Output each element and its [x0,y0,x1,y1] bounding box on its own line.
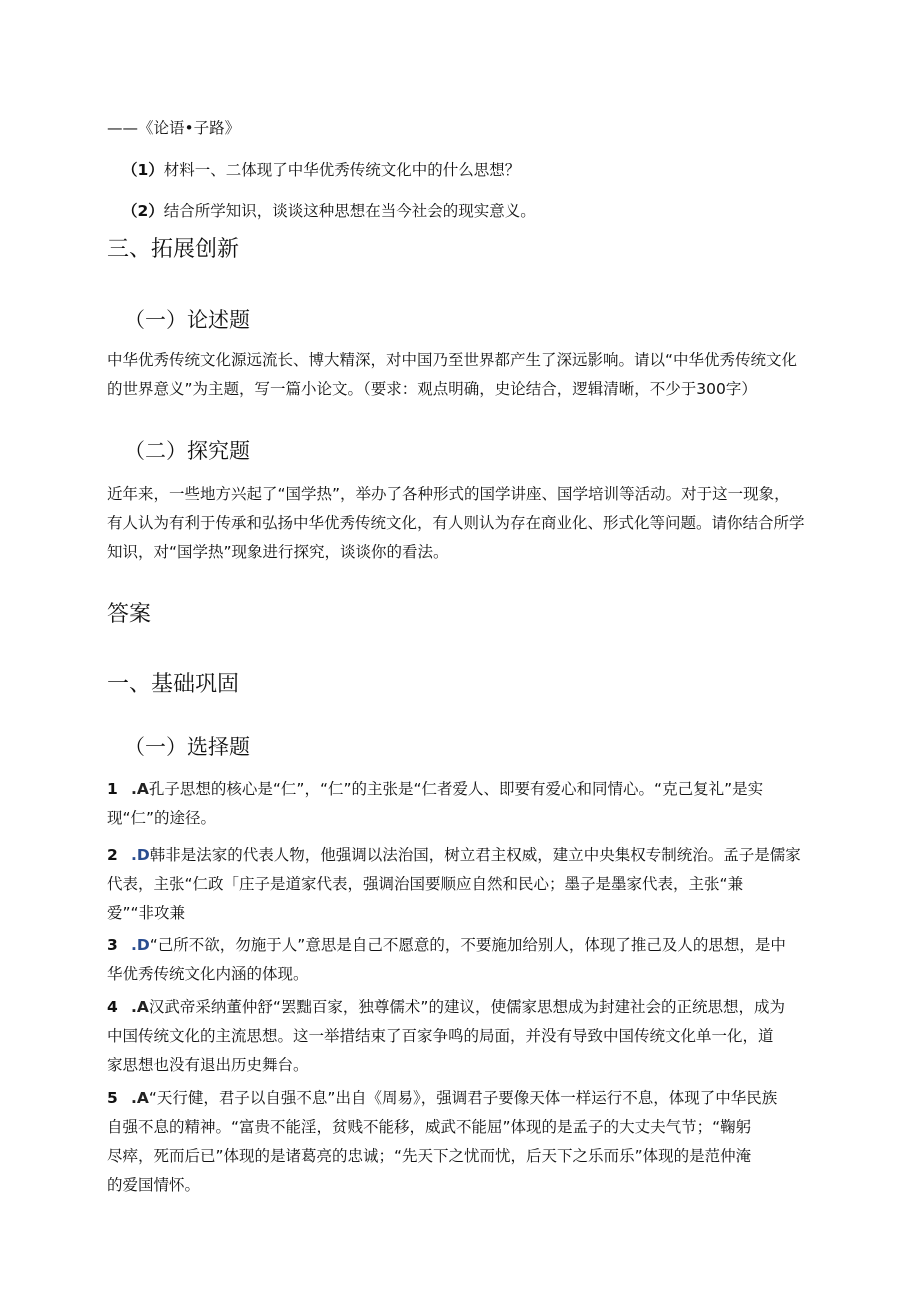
answer-item-1 [107,779,763,799]
inquiry-line: 知识，对“国学热”现象进行探究，谈谈你的看法。 [107,543,449,561]
answer-text: “己所不欲，勿施于人”意思是自己不愿意的，不要施加给别人，体现了推己及人的思想，是中 [149,936,786,954]
answer-item-2 [107,845,801,865]
answer-letter: .A [131,780,149,798]
answer-text: 家思想也没有退出历史舞台。 [107,1056,309,1074]
essay-line: 中华优秀传统文化源远流长、博大精深，对中国乃至世界都产生了深远影响。请以“中华优秀传统文化 [107,351,798,369]
choice-heading: （一）选择题 [124,735,250,759]
question-1 [122,160,520,180]
answer-letter: .A [131,998,149,1016]
answer-letter: .D [131,936,150,954]
source-citation: ——《论语•子路》 [107,119,241,137]
section-title-basic: 一、基础巩固 [107,672,240,697]
answer-text: 自强不息的精神。“富贵不能淫，贫贱不能移，威武不能屈”体现的是孟子的大丈夫气节；“鞠躬 [107,1118,752,1136]
answer-number: 4 [107,998,118,1016]
question-text: 结合所学知识，谈谈这种思想在当今社会的现实意义。 [163,202,536,220]
essay-line: 的世界意义”为主题，写一篇小论文。（要求：观点明确，史论结合，逻辑清晰，不少于300字） [107,380,757,398]
answer-text: 韩非是法家的代表人物，他强调以法治国，树立君主权威，建立中央集权专制统治。孟子是儒家 [149,846,801,864]
answer-number: 3 [107,936,118,954]
answers-title: 答案 [107,602,152,627]
answer-number: 1 [107,780,118,798]
inquiry-heading: （二）探究题 [124,439,250,463]
answer-text: 现“仁”的途径。 [107,809,217,827]
question-text: 材料一、二体现了中华优秀传统文化中的什么思想？ [163,161,521,179]
answer-letter: .D [131,846,150,864]
answer-text: 代表，主张“仁政「庄子是道家代表，强调治国要顺应自然和民心；墨子是墨家代表，主张“兼 [107,875,744,893]
answer-text: 中国传统文化的主流思想。这一举措结束了百家争鸣的局面，并没有导致中国传统文化单一化，道 [107,1027,774,1045]
answer-text: 华优秀传统文化内涵的体现。 [107,965,309,983]
question-2 [122,201,536,221]
answer-text: 尽瘁，死而后已”体现的是诸葛亮的忠诚；“先天下之忧而忧，后天下之乐而乐”体现的是范仲淹 [107,1147,752,1165]
section-title-extension: 三、拓展创新 [107,237,240,262]
answer-text: 的爱国情怀。 [107,1176,201,1194]
answer-item-5 [107,1088,777,1108]
answer-letter: .A [131,1089,149,1107]
question-number: （1） [122,161,164,179]
answer-number: 5 [107,1089,118,1107]
answer-text: “天行健，君子以自强不息”出自《周易》，强调君子要像天体一样运行不息，体现了中华民族 [148,1089,778,1107]
question-number: （2） [122,202,164,220]
answer-item-4 [107,997,785,1017]
answer-text: 孔子思想的核心是“仁”，“仁”的主张是“仁者爱人、即要有爱心和同情心。“克己复礼”是实 [148,780,764,798]
answer-number: 2 [107,846,118,864]
inquiry-line: 有人认为有利于传承和弘扬中华优秀传统文化，有人则认为存在商业化、形式化等问题。请你结合所学 [107,514,805,532]
answer-text: 汉武帝采纳董仲舒“罢黜百家，独尊儒术”的建议，使儒家思想成为封建社会的正统思想，成为 [148,998,785,1016]
answer-item-3 [107,935,786,955]
inquiry-line: 近年来，一些地方兴起了“国学热”，举办了各种形式的国学讲座、国学培训等活动。对于这一现象， [107,485,790,503]
answer-text: 爱”“非攻兼 [107,904,186,922]
essay-heading: （一）论述题 [124,308,250,332]
